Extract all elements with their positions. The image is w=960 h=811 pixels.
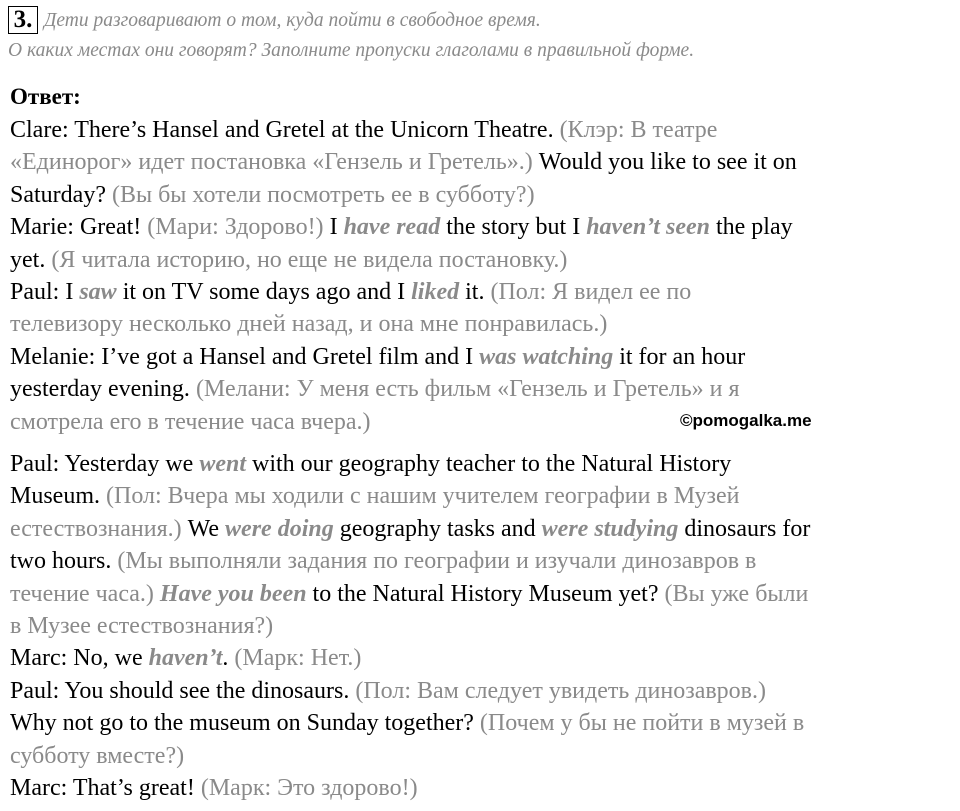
translation-text: естествознания.) (10, 515, 188, 542)
english-text: geography tasks and (333, 515, 542, 542)
translation-text: (Пол: Вам следует увидеть динозавров.) (355, 677, 767, 704)
translation-text: (Вы уже были (664, 580, 809, 607)
translation-text: (Вы бы хотели посмотреть ее в субботу?) (111, 181, 535, 208)
english-text: two hours. (10, 548, 118, 575)
site-watermark: ©pomogalka.me (680, 411, 812, 430)
english-text: with our geography teacher to the Natural History (246, 451, 732, 477)
english-text: it for an hour (613, 343, 746, 370)
dialogue-line (10, 244, 952, 276)
dialogue-line (10, 308, 952, 340)
translation-text: (Мы выполняли задания по географии и изучали динозавров в (117, 548, 757, 575)
dialogue-line (10, 513, 952, 545)
translation-text: (Мелани: У меня есть фильм «Гензель и Гретель» и я (195, 376, 740, 403)
english-text: to the Natural History Museum yet? (306, 580, 665, 607)
verb-answer: haven’t (148, 645, 223, 672)
english-text: it on TV some days ago and I (116, 279, 412, 306)
english-text: the play (709, 214, 793, 241)
translation-text: (Пол: Вчера мы ходили с нашим учителем географии в Музей (106, 483, 740, 510)
dialogue-line (10, 545, 952, 577)
dialogue-line (10, 772, 952, 804)
english-text: I (329, 214, 344, 241)
translation-text: (Марк: Нет.) (234, 645, 362, 672)
verb-answer: liked (411, 279, 460, 306)
english-text: yet. (10, 246, 52, 273)
dialogue-line (10, 448, 952, 480)
english-text: Clare: There’s Hansel and Gretel at the Unicorn Theatre. (10, 117, 560, 143)
translation-text: (Я читала историю, но еще не видела постановку.) (51, 246, 568, 273)
translation-text: телевизору несколько дней назад, и она мне понравилась.) (10, 311, 608, 338)
english-text: Why not go to the museum on Sunday together? (10, 710, 480, 737)
dialogue-line (10, 610, 952, 642)
english-text: dinosaurs for (678, 515, 811, 542)
translation-text: (Мари: Здорово!) (147, 214, 330, 241)
english-text: Would you like to see it on (538, 149, 797, 176)
english-text: it. (459, 279, 491, 306)
dialogue-line (10, 114, 952, 146)
verb-answer: Have you been (159, 580, 307, 607)
english-text: . (222, 645, 235, 672)
dialogue-line (10, 578, 952, 610)
english-text: Paul: You should see the dinosaurs. (10, 677, 356, 704)
translation-text: (Пол: Я видел ее по (490, 279, 692, 306)
english-text: Paul: Yesterday we (10, 451, 200, 477)
english-text: Marie: Great! (10, 214, 148, 241)
dialogue-line (10, 642, 952, 674)
verb-answer: haven’t seen (586, 214, 710, 241)
dialogue-block-2 (10, 448, 952, 804)
translation-text: (Марк: Это здорово!) (200, 775, 418, 802)
verb-answer: was watching (479, 343, 614, 370)
task-instruction-line2: О каких местах они говорят? Заполните пропуски глаголами в правильной форме. (8, 40, 695, 61)
verb-answer: were doing (225, 515, 334, 542)
translation-text: смотрела его в течение часа вчера.) (10, 408, 371, 435)
english-text: We (187, 515, 226, 542)
answer-label: Ответ: (10, 84, 81, 109)
english-text: the story but I (440, 214, 587, 241)
translation-text: «Единорог» идет постановка «Гензель и Гретель».) (10, 149, 539, 176)
dialogue-line (10, 146, 952, 178)
dialogue-line (10, 675, 952, 707)
translation-text: (Почем у бы не пойти в музей в (479, 710, 805, 737)
task-number-box: 3. (8, 6, 38, 34)
task-header (8, 6, 953, 66)
translation-text: (Клэр: В театре (559, 117, 718, 143)
task-instruction (8, 6, 953, 66)
translation-text: в Музее естествознания?) (10, 613, 274, 640)
english-text: yesterday evening. (10, 376, 196, 403)
verb-answer: went (199, 451, 247, 477)
verb-answer: have read (343, 214, 441, 241)
english-text: Museum. (10, 483, 106, 510)
translation-text: субботу вместе?) (10, 742, 185, 769)
dialogue-line (10, 276, 952, 308)
dialogue-line (10, 480, 952, 512)
dialogue-block-1 (10, 114, 952, 438)
dialogue-line (10, 211, 952, 243)
dialogue-line (10, 341, 952, 373)
dialogue-line (10, 179, 952, 211)
dialogue-line (10, 740, 952, 772)
english-text: Saturday? (10, 181, 112, 208)
english-text: Marc: No, we (10, 645, 149, 672)
verb-answer: were studying (541, 515, 679, 542)
dialogue-line (10, 707, 952, 739)
english-text: Marc: That’s great! (10, 775, 201, 802)
english-text: Melanie: I’ve got a Hansel and Gretel film and I (10, 343, 480, 370)
verb-answer: saw (79, 279, 117, 306)
dialogue-line (10, 373, 952, 405)
english-text: Paul: I (10, 279, 80, 306)
task-instruction-line1: Дети разговаривают о том, куда пойти в свободное время. (44, 10, 541, 31)
translation-text: течение часа.) (10, 580, 160, 607)
